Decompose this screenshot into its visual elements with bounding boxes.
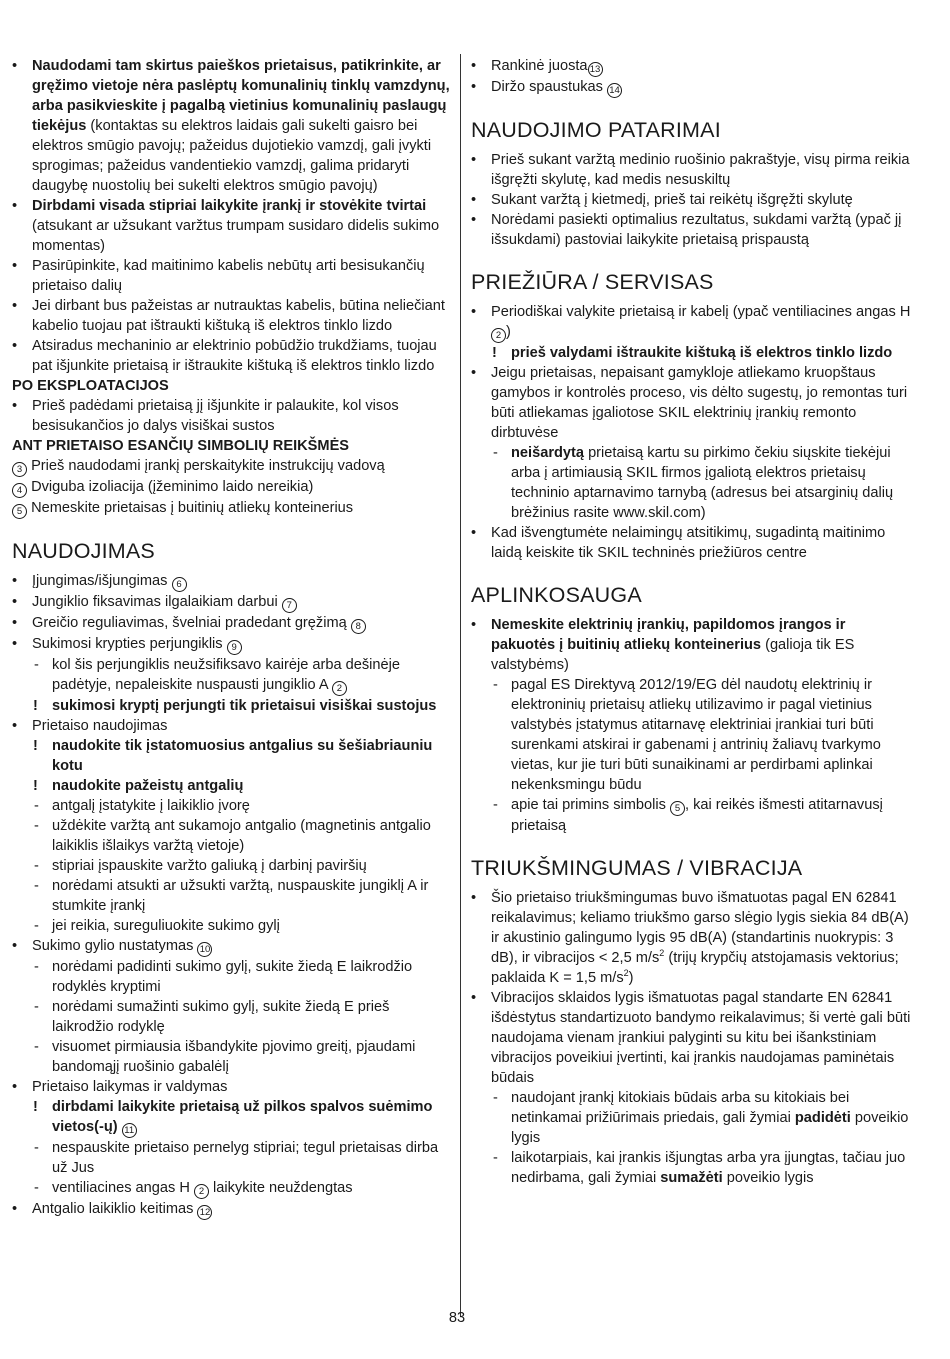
use-item-text: Antgalio laikiklio keitimas: [32, 1201, 194, 1217]
safety-item-text: Atsiradus mechaninio ar elektrinio pobūdžio trukdžiams, tuojau pat išjunkite prietaisą ir ištraukite kištuką iš elektros tinklo lizdo: [32, 338, 437, 374]
use-subitem: - uždėkite varžtą ant sukamojo antgalio (magnetinis antgalio laikiklis išlaikys varžtą vietoje): [12, 816, 452, 856]
use-subitem: - nespauskite prietaiso pernelyg stipriai; tegul prietaisas dirba už Jus: [12, 1138, 452, 1178]
symbol-text: Nemeskite prietaisas į buitinių atliekų konteinerius: [31, 500, 354, 516]
noise-text: ): [628, 970, 634, 986]
use-item-text: Sukimosi krypties perjungiklis: [32, 636, 223, 652]
number-14-icon: 14: [607, 83, 622, 98]
use-subitem: - norėdami padidinti sukimo gylį, sukite žiedą E laikrodžio rodyklės kryptimi: [12, 957, 452, 997]
maintenance-heading: PRIEŽIŪRA / SERVISAS: [471, 270, 714, 294]
number-7-icon: 7: [282, 598, 297, 613]
tip-item: • Sukant varžtą į kietmedį, prieš tai reikėtų išgręžti skylutę: [471, 190, 911, 210]
noise-item: • Vibracijos sklaidos lygis išmatuotas pagal standarte EN 62841 išdėstytus standartizuoto bandymo reikalavimus; ši vertė gali būti naudojama vienam įrankiui palyginti su kitu bei išankstiniam vibracijos poveikiui įvertinti, kai įrankis naudojamas paminėtais būdais: [471, 988, 911, 1088]
use-subitem-text: kol šis perjungiklis neužsifiksavo kairėje arba dešinėje padėtyje, nepaleiskite nuspausti jungiklio A: [52, 657, 400, 693]
maintenance-warning: ! prieš valydami ištraukite kištuką iš elektros tinklo lizdo: [471, 343, 911, 363]
maintenance-item: • Jeigu prietaisas, nepaisant gamykloje atliekamo kruopštaus gamybos ir kontrolės proceso, vis dėlto sugestų, jo remontas turi būti atliekamas įgaliotose SKIL elektrinių įrankių remonto dirbtuvėse: [471, 363, 911, 443]
use-item: [12, 1199, 452, 1220]
tip-item: • Prieš sukant varžtą medinio ruošinio pakraštyje, visų pirma reikia išgręžti skylutę, kad medis nesuskiltų: [471, 150, 911, 190]
use-warning: ! naudokite tik įstatomuosius antgalius su šešiabriauniu kotu: [12, 736, 452, 776]
number-13-icon: 13: [588, 62, 603, 77]
safety-item-text: Jei dirbant bus pažeistas ar nutrauktas kabelis, būtina neliečiant kabelio tuojau pat ištraukti kištuką iš elektros tinklo lizdo: [32, 298, 445, 334]
environment-text: (galioja tik ES valstybėms): [491, 637, 855, 673]
maintenance-text: ): [506, 324, 511, 340]
use-subitem: - norėdami atsukti ar užsukti varžtą, nuspauskite jungiklį A ir stumkite įrankį: [12, 876, 452, 916]
column-divider: [460, 54, 461, 1316]
use-subitem: - norėdami sumažinti sukimo gylį, sukite žiedą E prieš laikrodžio rodyklę: [12, 997, 452, 1037]
safety-item-bold: Dirbdami visada stipriai laikykite įrankį ir stovėkite tvirtai: [32, 198, 427, 214]
use-warning: ! naudokite pažeistų antgalių: [12, 776, 452, 796]
number-5-icon: 5: [12, 504, 27, 519]
safety-item-bold: Naudodami tam skirtus paieškos prietaisus, patikrinkite, ar gręžimo vietoje nėra paslėptų komunalinių tinklų vamzdynų, arba pasikvieskite į pagalbą vietinius komunalinių paslaugų tiekėjus: [32, 58, 450, 134]
noise-subitem: [471, 1148, 911, 1188]
environment-subitem: - pagal ES Direktyvą 2012/19/EG dėl naudotų elektrinių ir elektroninių prietaisų atliekų utilizavimo ir pagal vietinius valstybės įstatymus atitarnavę elektriniai įrankiai turi būti surenkami atskirai ir gabenami į antrinių žaliavų tvarkymo vietas, kur jie turi būti sunaikinami ar perdirbami aplinkai nekenksmingu būdu: [471, 675, 911, 795]
after-use-item: • Prieš padėdami prietaisą jį išjunkite ir palaukite, kol visos besisukančios jo dalys visiškai sustos: [12, 396, 452, 436]
page-number: 83: [448, 1310, 466, 1326]
safety-item-cable-damaged: [12, 296, 452, 336]
number-4-icon: 4: [12, 483, 27, 498]
maintenance-subitem: [471, 443, 911, 523]
use-subitem: - visuomet pirmiausia išbandykite pjovimo greitį, pjaudami bandomąjį ruošinio gabalėlį: [12, 1037, 452, 1077]
left-column: [12, 56, 452, 1220]
maintenance-item: [471, 302, 911, 343]
after-use-heading: PO EKSPLOATACIJOS: [12, 378, 169, 394]
symbol-item: [12, 456, 452, 477]
safety-item-cable-clear: [12, 256, 452, 296]
noise-heading: TRIUKŠMINGUMAS / VIBRACIJA: [471, 856, 803, 880]
symbol-text: Prieš naudodami įrankį perskaitykite instrukcijų vadovą: [31, 458, 385, 474]
use-item: [12, 571, 452, 592]
maintenance-item: • Kad išvengtumėte nelaimingų atsitikimų, sugadintą maitinimo laidą keiskite tik SKIL techninės priežiūros centre: [471, 523, 911, 563]
use-warning: [12, 1097, 452, 1138]
safety-item-text: Pasirūpinkite, kad maitinimo kabelis nebūtų arti besisukančių prietaiso dalių: [32, 258, 425, 294]
number-12-icon: 12: [197, 1205, 212, 1220]
number-2-icon: 2: [491, 328, 506, 343]
use-item-text: Jungiklio fiksavimas ilgalaikiam darbui: [32, 594, 278, 610]
number-10-icon: 10: [197, 942, 212, 957]
maintenance-bold: neišardytą: [511, 445, 585, 461]
right-column: [471, 56, 911, 1188]
noise-bold: sumažėti: [660, 1170, 723, 1186]
safety-item-text: (atsukant ar užsukant varžtus trumpam susidaro didelis sukimo momentas): [32, 218, 440, 254]
environment-item: [471, 615, 911, 675]
use-item-text: Sukimo gylio nustatymas: [32, 938, 194, 954]
use-heading: NAUDOJIMAS: [12, 539, 155, 563]
noise-bold: padidėti: [794, 1110, 851, 1126]
use-subitem: [12, 655, 452, 696]
safety-item-grip: [12, 196, 452, 256]
number-9-icon: 9: [227, 640, 242, 655]
noise-text: poveikio lygis: [722, 1170, 814, 1186]
symbol-item: [12, 477, 452, 498]
safety-item-malfunction: [12, 336, 452, 376]
environment-bold: Nemeskite elektrinių įrankių, papildomos įrangos ir pakuotės į buitinių atliekų konteinerius: [491, 617, 846, 653]
noise-subitem: [471, 1088, 911, 1148]
noise-item: [471, 888, 911, 988]
noise-text: poveikio lygis: [511, 1110, 909, 1146]
use-item: • Prietaiso naudojimas: [12, 716, 452, 736]
number-3-icon: 3: [12, 462, 27, 477]
number-2-icon: 2: [194, 1184, 209, 1199]
use-warning-text: dirbdami laikykite prietaisą už pilkos spalvos suėmimo vietos(-ų): [52, 1099, 433, 1135]
number-11-icon: 11: [122, 1123, 137, 1138]
superscript: 2: [623, 968, 629, 979]
noise-text: laikotarpiais, kai įrankis išjungtas arba yra įjungtas, tačiau juo nedirbama, gali žymiai: [511, 1150, 906, 1186]
environment-text: apie tai primins simbolis: [511, 797, 666, 813]
accessory-item: [471, 56, 911, 77]
noise-text: Šio prietaiso triukšmingumas buvo išmatuotas pagal EN 62841 reikalavimus; keliamo triukšmo garso slėgio lygis siekia 84 dB(A) ir akustinio galingumo lygis 95 dB(A) (standartinis nuokrypis: 3 dB), ir vibracijos < 2,5 m/s: [491, 890, 909, 966]
safety-item-text: (kontaktas su elektros laidais gali sukelti gaisro bei elektros smūgio pavojų; pažeidus dujotiekio vamzdį, gali įvykti sprogimas; pažeidus vandentiekio vamzdį, galima pridaryti daugybę nuostolių bei sukelti elektros smūgio pavojų): [32, 118, 432, 194]
environment-heading: APLINKOSAUGA: [471, 583, 642, 607]
symbol-item: [12, 498, 452, 519]
environment-text: , kai reikės išmesti atitarnavusį prietaisą: [511, 797, 883, 834]
accessory-text: Rankinė juosta: [491, 58, 588, 74]
accessory-item: [471, 77, 911, 98]
use-subitem: - stipriai įspauskite varžto galiuką į darbinį paviršių: [12, 856, 452, 876]
symbols-heading: ANT PRIETAISO ESANČIŲ SIMBOLIŲ REIKŠMĖS: [12, 438, 350, 454]
use-item: [12, 592, 452, 613]
use-item: [12, 634, 452, 655]
use-item: [12, 936, 452, 957]
environment-subitem: [471, 795, 911, 836]
maintenance-text: Periodiškai valykite prietaisą ir kabelį (ypač ventiliacines angas H: [491, 304, 911, 320]
noise-text: (trijų krypčių atstojamasis vektorius; paklaida K = 1,5 m/s: [491, 950, 899, 986]
use-subitem-text: laikykite neuždengtas: [213, 1180, 353, 1196]
tip-item: • Norėdami pasiekti optimalius rezultatus, sukdami varžtą (ypač jį išsukdami) pastoviai laikykite prietaisą prispaustą: [471, 210, 911, 250]
use-item-text: Įjungimas/išjungimas: [32, 573, 168, 589]
use-item-text: Greičio reguliavimas, švelniai pradedant gręžimą: [32, 615, 347, 631]
number-2-icon: 2: [332, 681, 347, 696]
safety-item-utilities: [12, 56, 452, 196]
accessory-text: Diržo spaustukas: [491, 79, 603, 95]
noise-text: naudojant įrankį kitokiais būdais arba su kitokiais bei netinkamai prižiūrimais priedais, gali žymiai: [511, 1090, 850, 1126]
use-subitem: [12, 1178, 452, 1199]
number-8-icon: 8: [351, 619, 366, 634]
use-item: • Prietaiso laikymas ir valdymas: [12, 1077, 452, 1097]
use-subitem: - jei reikia, sureguliuokite sukimo gylį: [12, 916, 452, 936]
symbol-text: Dviguba izoliacija (įžeminimo laido nereikia): [31, 479, 314, 495]
tips-heading: NAUDOJIMO PATARIMAI: [471, 118, 721, 142]
use-warning: ! sukimosi kryptį perjungti tik prietaisui visiškai sustojus: [12, 696, 452, 716]
use-subitem-text: ventiliacines angas H: [52, 1180, 190, 1196]
superscript: 2: [659, 948, 665, 959]
maintenance-text: prietaisą kartu su pirkimo čekiu siųskite tiekėjui arba į artimiausią SKIL firmos įgaliotą elektros prietaisų techninio aptarnavimo tarnybą (adresus bei atsarginių dalių brėžinius rasite www.skil.com): [511, 445, 894, 521]
use-item: [12, 613, 452, 634]
use-subitem: - antgalį įstatykite į laikiklio įvorę: [12, 796, 452, 816]
number-6-icon: 6: [172, 577, 187, 592]
number-5-icon: 5: [670, 801, 685, 816]
